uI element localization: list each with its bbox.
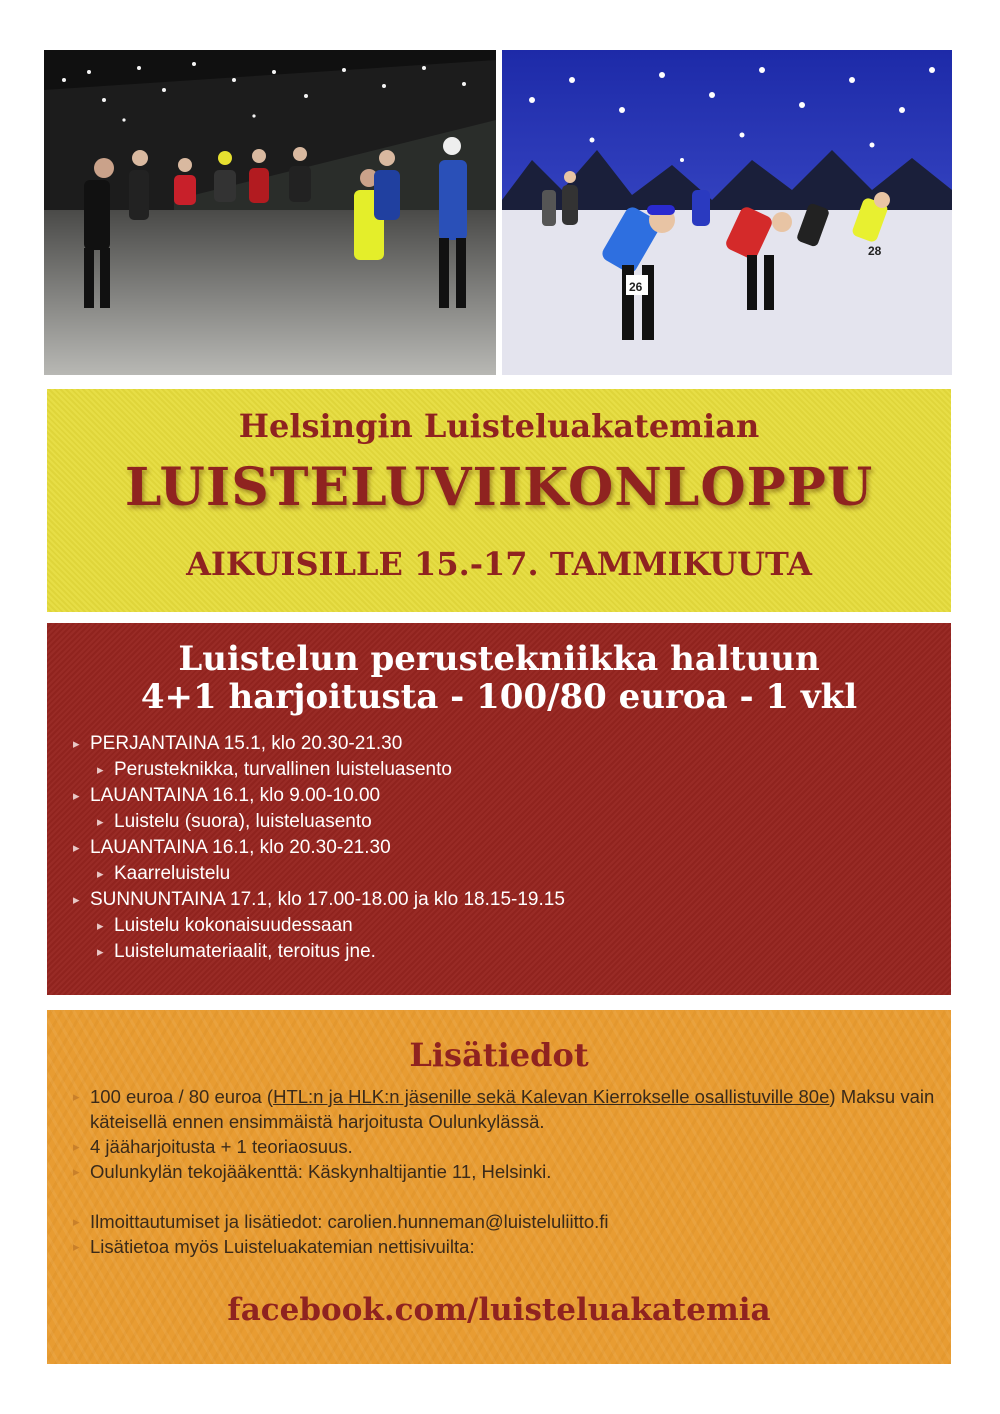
race-bib-26: 26 bbox=[629, 280, 643, 294]
schedule-list bbox=[73, 731, 565, 965]
info-panel bbox=[47, 1010, 951, 1364]
race-bib-28: 28 bbox=[868, 244, 882, 258]
schedule-topic: ▸ Perusteknikka, turvallinen luisteluasento bbox=[97, 757, 565, 783]
schedule-topic: ▸ Luistelu kokonaisuudessaan bbox=[97, 913, 565, 939]
photo-night-skating-group bbox=[44, 50, 496, 375]
schedule-topic: ▸ Luistelumateriaalit, teroitus jne. bbox=[97, 939, 565, 965]
organizer-subtitle: Helsingin Luisteluakatemian bbox=[238, 407, 760, 445]
schedule-topic: ▸ Kaarreluistelu bbox=[97, 861, 565, 887]
price-suffix: ) Maksu vain käteisellä ennen ensimmäistä harjoitusta Oulunkylässä. bbox=[90, 1086, 935, 1132]
member-discount-link[interactable]: HTL:n ja HLK:n jäsenille sekä Kalevan Kierrokselle osallistuville 80e bbox=[273, 1086, 830, 1107]
info-more: ▸ Lisätietoa myös Luisteluakatemian nettisivuilta: bbox=[73, 1234, 951, 1259]
course-price-line: 4+1 harjoitusta - 100/80 euroa - 1 vkl bbox=[140, 677, 858, 717]
schedule-day: ▸ PERJANTAINA 15.1, klo 20.30-21.30 bbox=[73, 731, 565, 757]
schedule-day: ▸ LAUANTAINA 16.1, klo 9.00-10.00 bbox=[73, 783, 565, 809]
course-headline: Luistelun perustekniikka haltuun bbox=[178, 639, 820, 679]
info-contact: ▸ Ilmoittautumiset ja lisätiedot: carolien.hunneman@luisteluliitto.fi bbox=[73, 1209, 951, 1234]
info-price bbox=[73, 1084, 951, 1134]
schedule-day: ▸ LAUANTAINA 16.1, klo 20.30-21.30 bbox=[73, 835, 565, 861]
title-panel bbox=[47, 389, 951, 612]
photo-night-skating-illustration bbox=[44, 50, 496, 375]
course-panel bbox=[47, 623, 951, 995]
event-date-line: AIKUISILLE 15.-17. TAMMIKUUTA bbox=[186, 545, 812, 583]
info-training: ▸ 4 jääharjoitusta + 1 teoriaosuus. bbox=[73, 1134, 951, 1159]
event-title: LUISTELUVIIKONLOPPU bbox=[124, 457, 874, 518]
facebook-link[interactable]: facebook.com/luisteluakatemia bbox=[227, 1292, 771, 1328]
info-list bbox=[73, 1084, 951, 1259]
price-prefix: 100 euroa / 80 euroa ( bbox=[90, 1086, 274, 1107]
schedule-day: ▸ SUNNUNTAINA 17.1, klo 17.00-18.00 ja klo 18.15-19.15 bbox=[73, 887, 565, 913]
photo-evening-rink-illustration bbox=[502, 50, 952, 375]
schedule-topic: ▸ Luistelu (suora), luisteluasento bbox=[97, 809, 565, 835]
info-title: Lisätiedot bbox=[409, 1036, 589, 1074]
photo-evening-skating-rink bbox=[502, 50, 952, 375]
info-location: ▸ Oulunkylän tekojääkenttä: Käskynhaltijantie 11, Helsinki. bbox=[73, 1159, 951, 1184]
